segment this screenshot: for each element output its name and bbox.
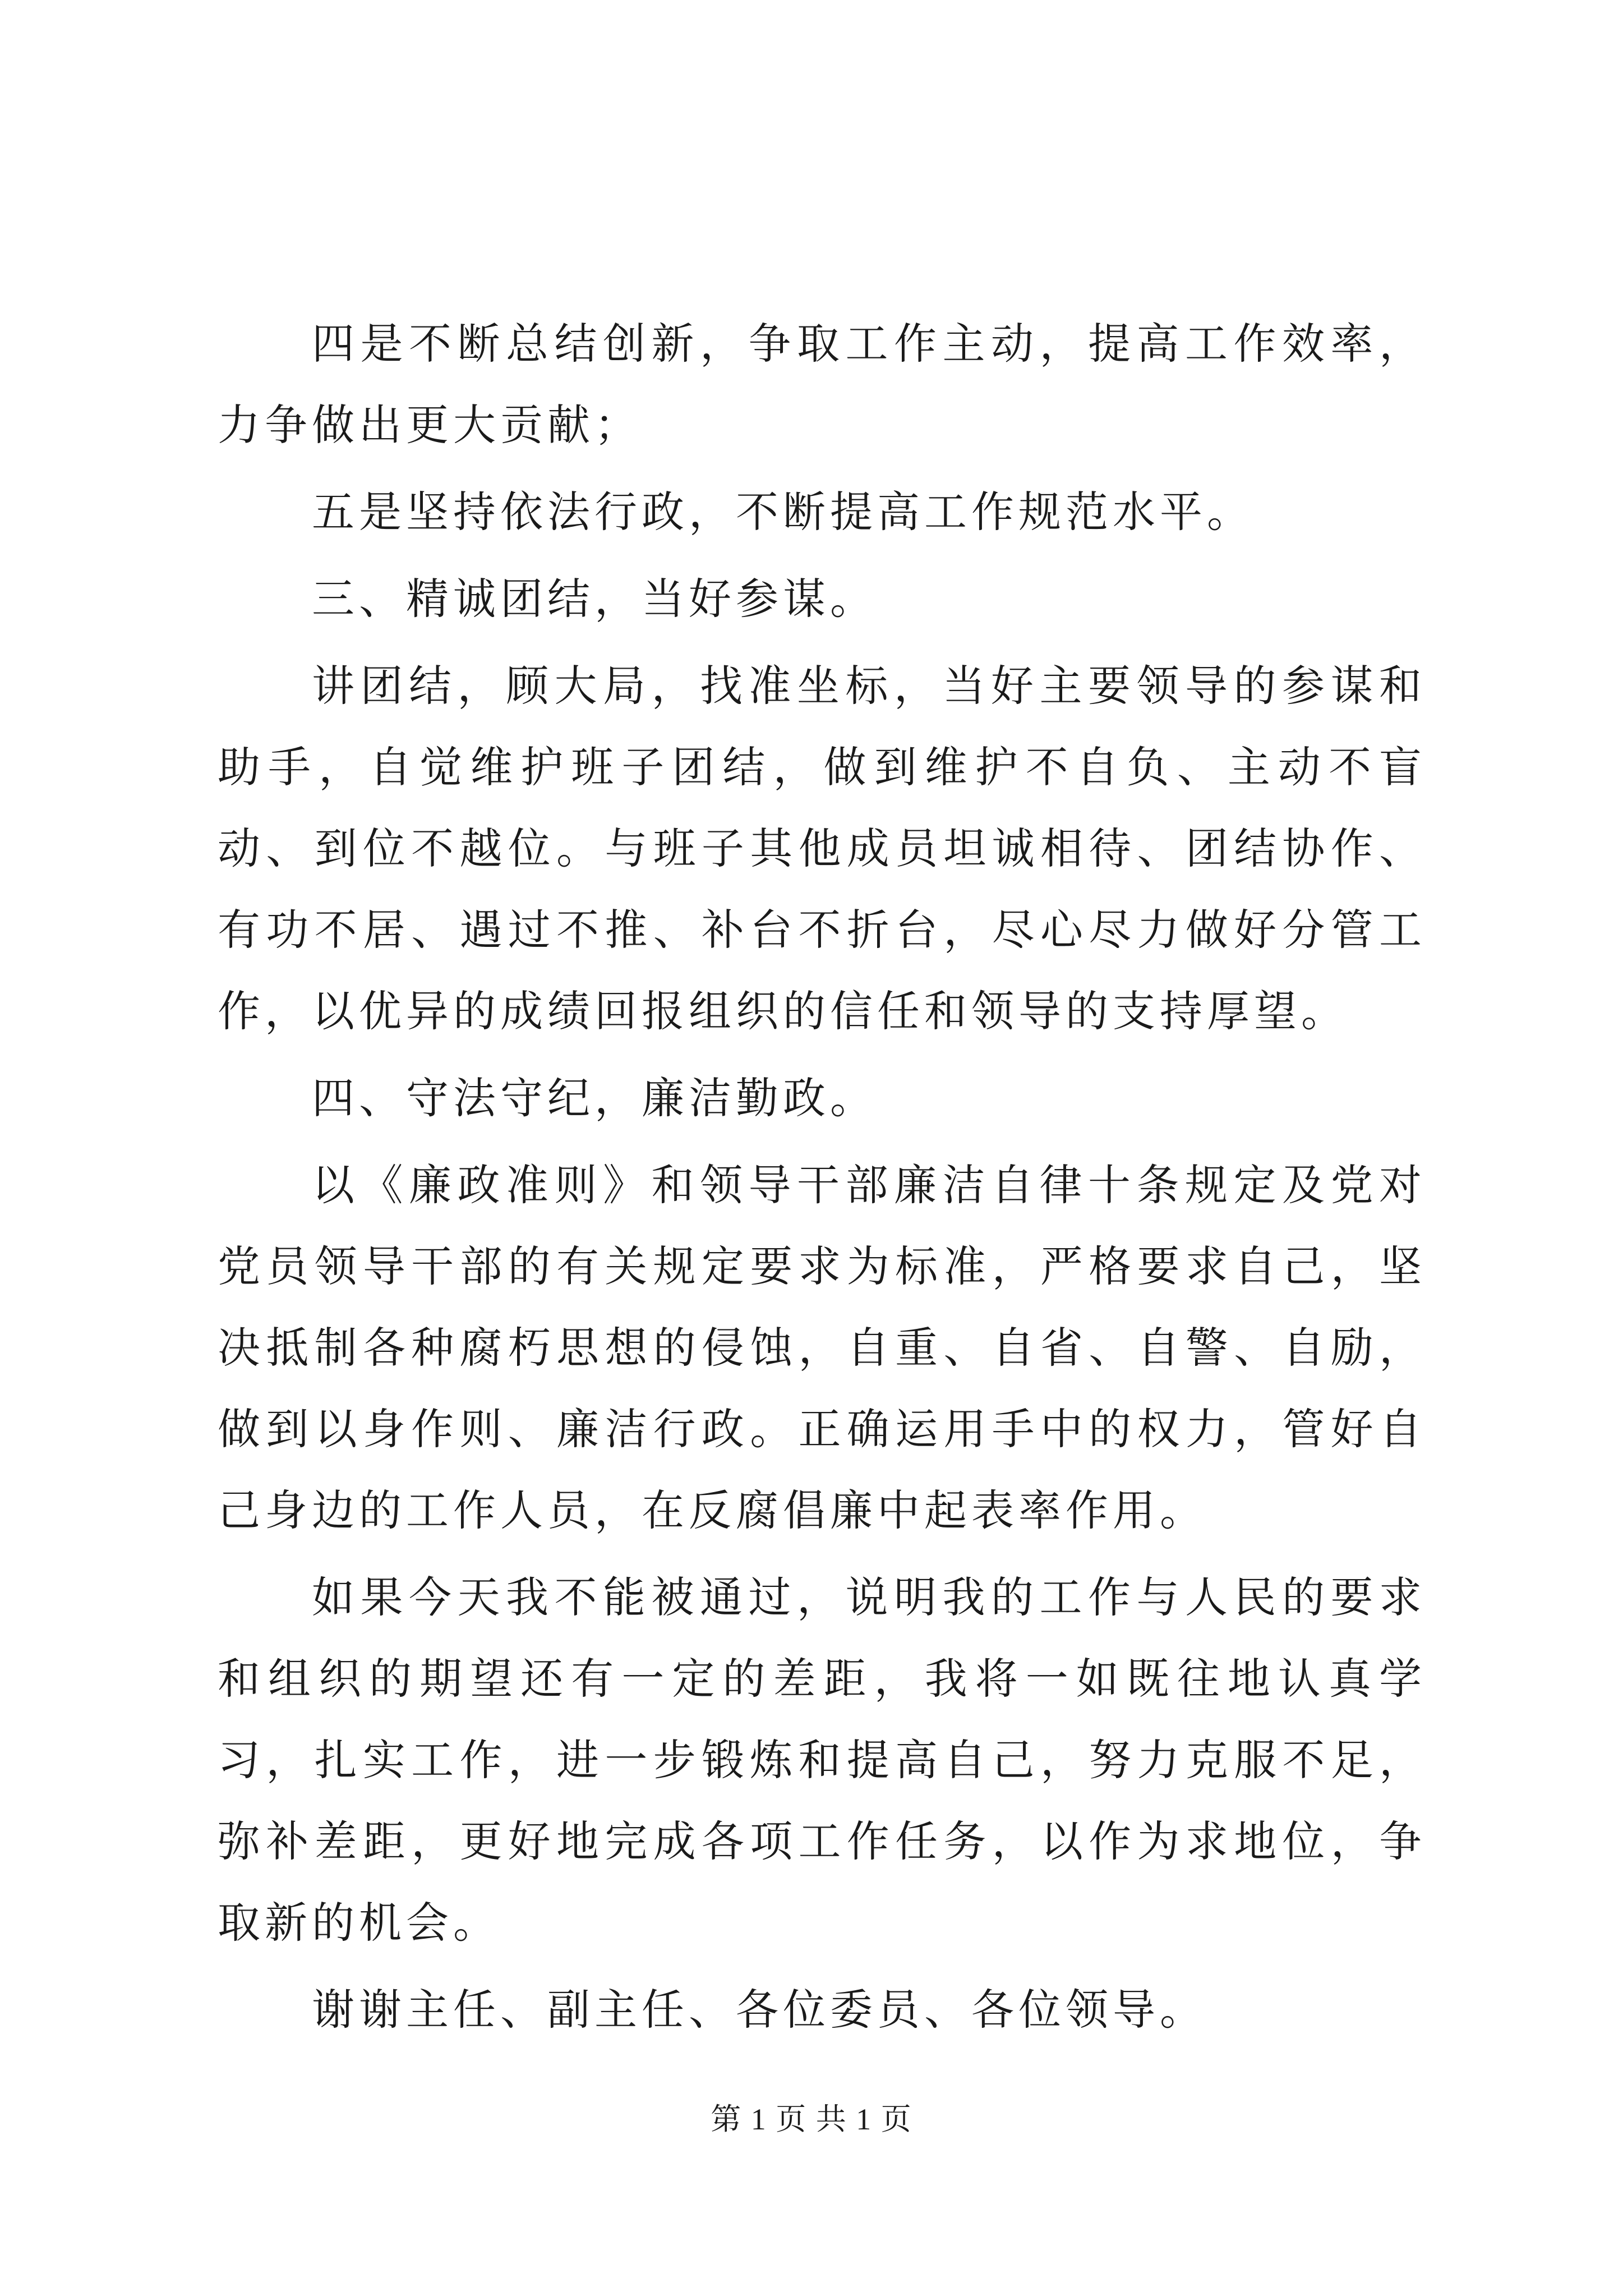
- paragraph-thanks: 谢谢主任、副主任、各位委员、各位领导。: [312, 1985, 1207, 2035]
- paragraph-item-1: 四是不断总结创新，争取工作主动，提高工作效率，力争做出更大贡献；: [218, 319, 1426, 450]
- document-body: [218, 303, 1426, 2050]
- page-footer: 第 1 页 共 1 页: [711, 2102, 912, 2136]
- paragraph-closing: 如果今天我不能被通过，说明我的工作与人民的要求和组织的期望还有一定的差距，我将一如既往地认真学习，扎实工作，进一步锻炼和提高自己，努力克服不足，弥补差距，更好地完成各项工作任务，以作为求地位，争取新的机会。: [218, 1572, 1426, 1948]
- section-heading-3: 三、精诚团结，当好参谋。: [312, 574, 877, 624]
- paragraph-integrity: 以《廉政准则》和领导干部廉洁自律十条规定及党对党员领导干部的有关规定要求为标准，严格要求自己，坚决抵制各种腐朽思想的侵蚀，自重、自省、自警、自励，做到以身作则、廉洁行政。正确运用手中的权力，管好自己身边的工作人员，在反腐倡廉中起表率作用。: [218, 1160, 1426, 1535]
- section-heading-4: 四、守法守纪，廉洁勤政。: [312, 1073, 877, 1123]
- paragraph-item-2: 五是坚持依法行政，不断提高工作规范水平。: [312, 487, 1254, 537]
- paragraph-unity: 讲团结，顾大局，找准坐标，当好主要领导的参谋和助手，自觉维护班子团结，做到维护不自负、主动不盲动、到位不越位。与班子其他成员坦诚相待、团结协作、有功不居、遇过不推、补台不折台，尽心尽力做好分管工作，以优异的成绩回报组织的信任和领导的支持厚望。: [218, 661, 1426, 1036]
